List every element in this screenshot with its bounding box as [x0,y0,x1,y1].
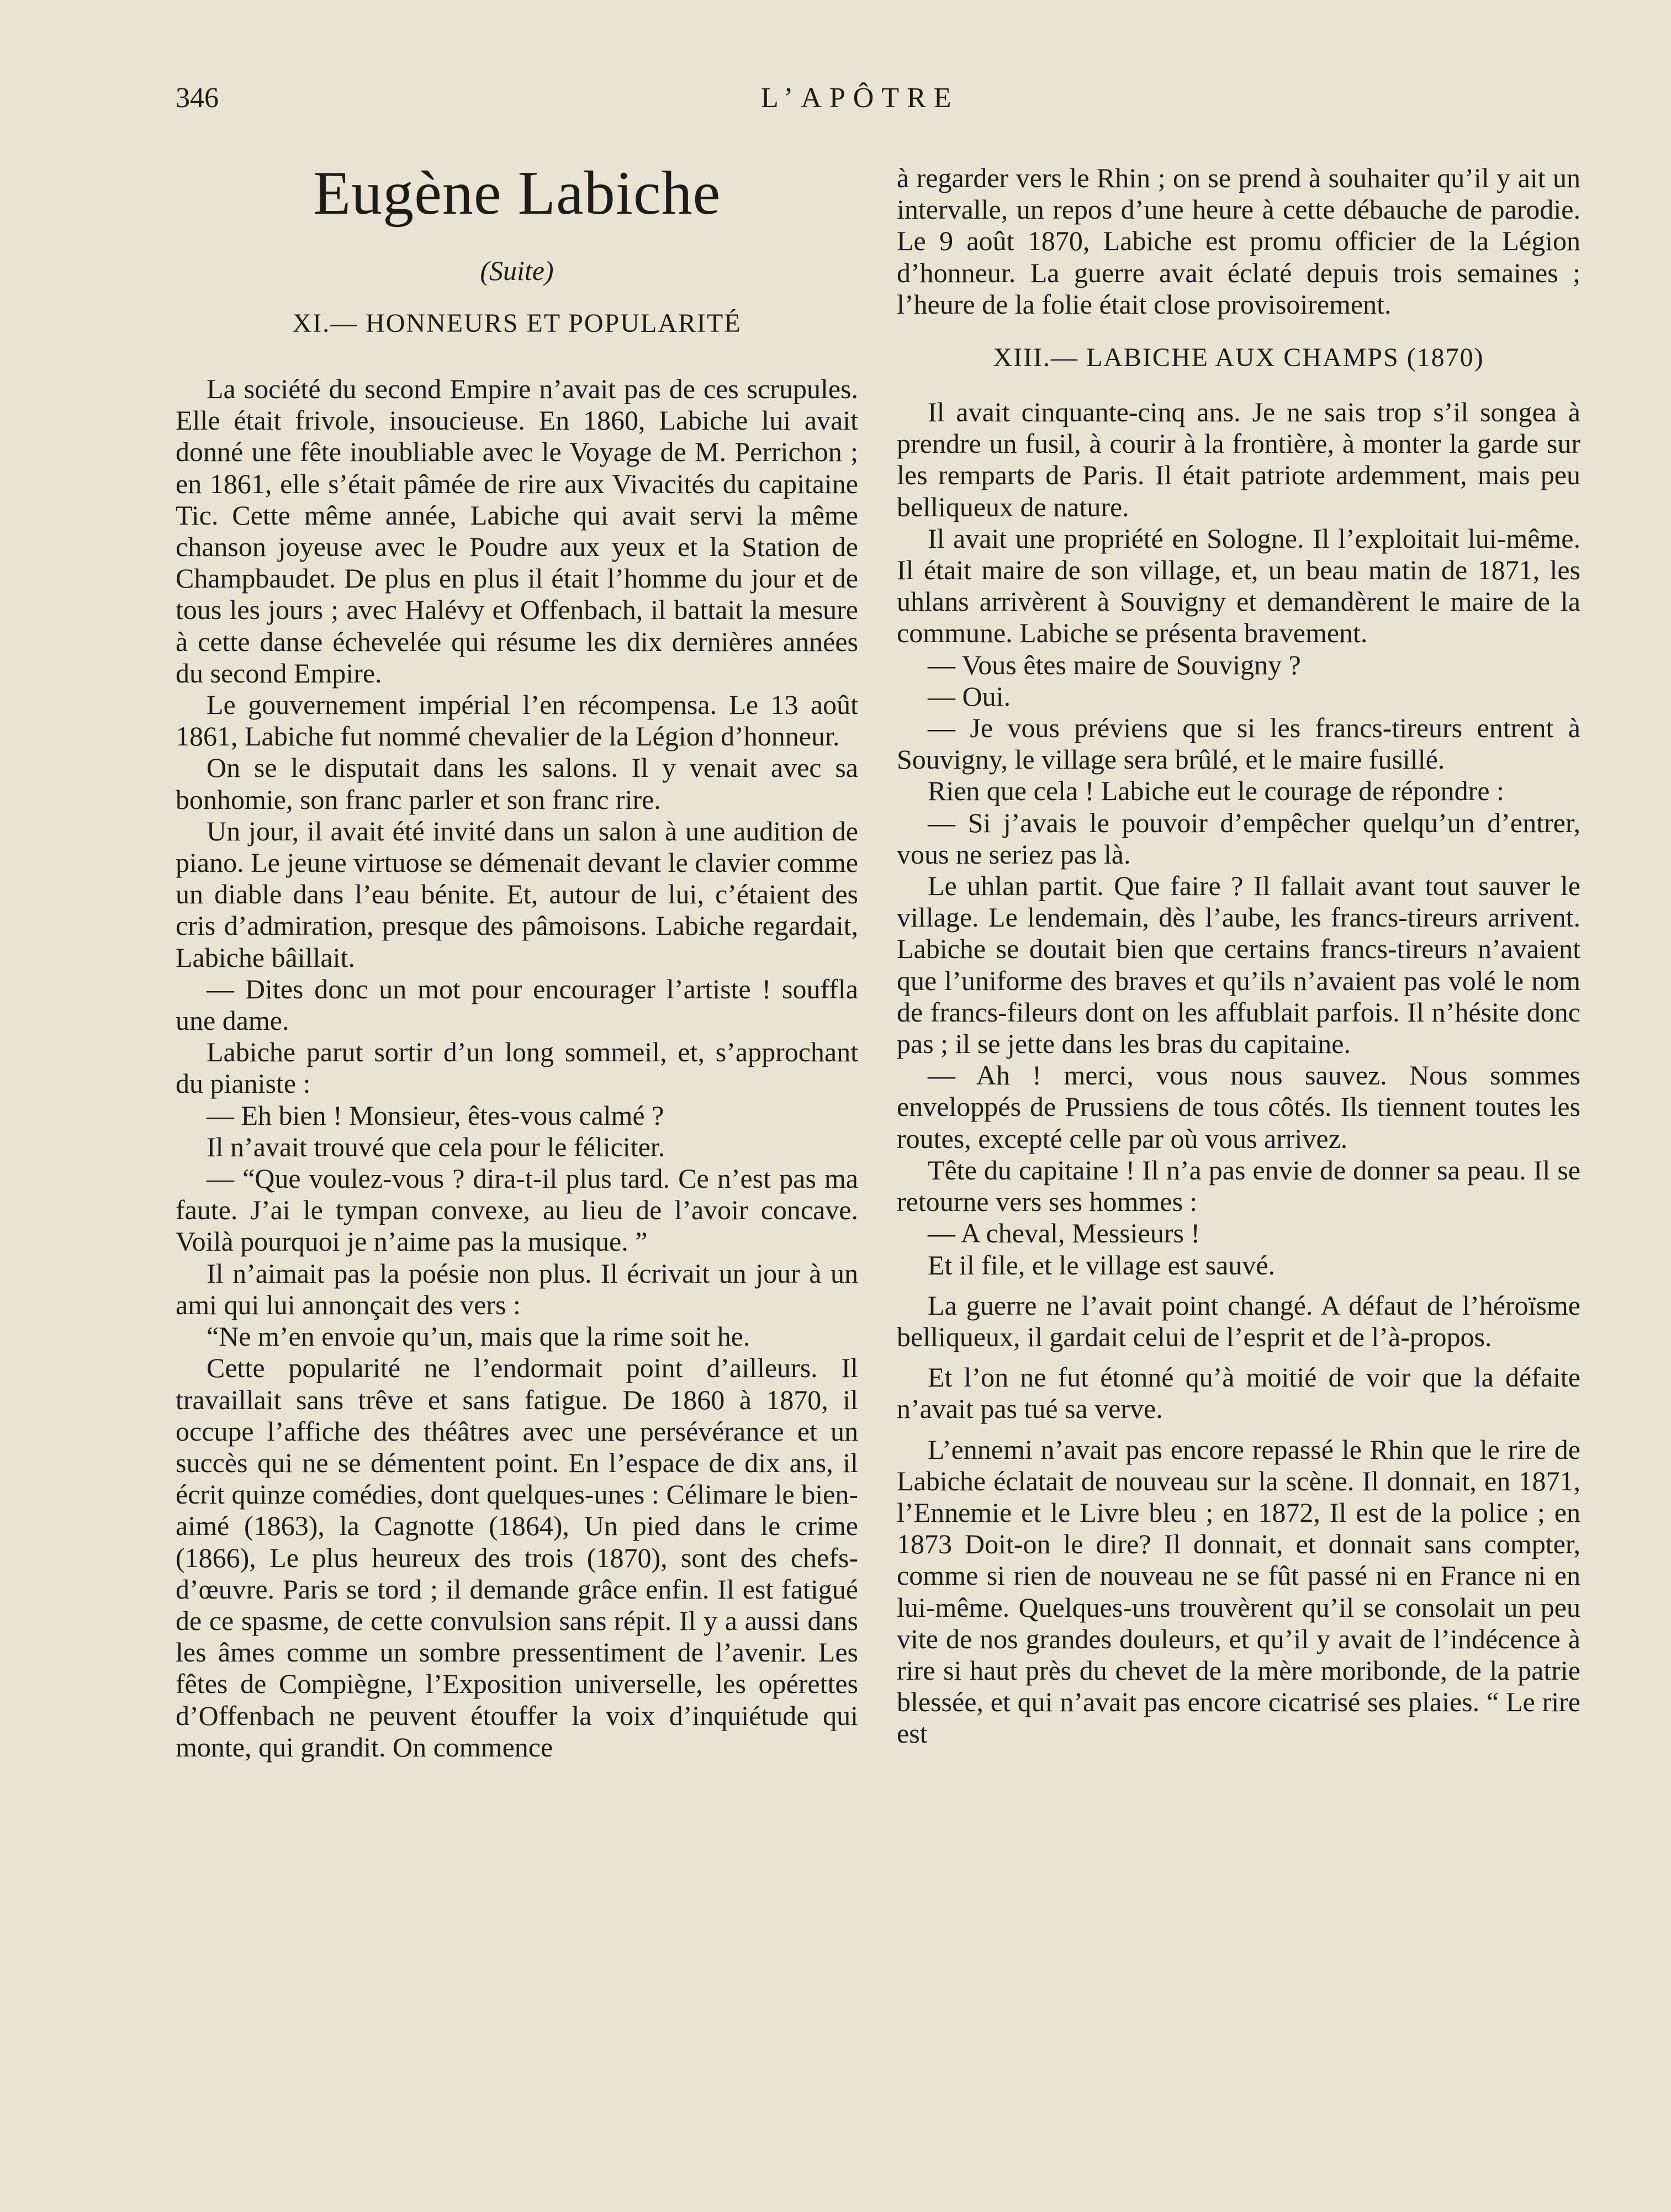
paragraph: Tête du capitaine ! Il n’a pas envie de donner sa peau. Il se retourne vers ses hommes : [897,1154,1580,1218]
paragraph: Le gouvernement impérial l’en récompensa. Le 13 août 1861, Labiche fut nommé chevalier de la Légion d’honneur. [176,689,858,752]
paragraph: Labiche parut sortir d’un long sommeil, et, s’approchant du pianiste : [176,1036,858,1099]
paragraph: Cette popularité ne l’endormait point d’ailleurs. Il travaillait sans trêve et sans fatigue. De 1860 à 1870, il occupe l’affiche des théâtres avec une persévérance et un succès qui ne se démentent point. En l’espace de dix ans, il écrit quinze comédies, dont quelques-unes : Célimare le bien-aimé (1863), la Cagnotte (1864), Un pied dans le crime (1866), Le plus heureux des trois (1870), sont des chefs-d’œuvre. Paris se tord ; il demande grâce enfin. Il est fatigué de ce spasme, de cette convulsion sans répit. Il y a aussi dans les âmes comme un sombre pressentiment de l’avenir. Les fêtes de Compiègne, l’Exposition universelle, les opérettes d’Offenbach ne peuvent étouffer la voix d’inquiétude qui monte, qui grandit. On commence [176,1352,858,1763]
right-column [897,162,1580,1750]
article-subtitle: (Suite) [480,255,554,286]
paragraph: — Eh bien ! Monsieur, êtes-vous calmé ? [207,1099,664,1131]
paragraph: à regarder vers le Rhin ; on se prend à souhaiter qu’il y ait un intervalle, un repos d’une heure à cette débauche de parodie. Le 9 août 1870, Labiche est promu officier de la Légion d’honneur. La guerre avait éclaté depuis trois semaines ; l’heure de la folie était close provisoirement. [897,162,1580,320]
paragraph: Et l’on ne fut étonné qu’à moitié de voir que la défaite n’avait pas tué sa verve. [897,1362,1580,1425]
paragraph: Il n’aimait pas la poésie non plus. Il écrivait un jour à un ami qui lui annonçait des vers : [176,1257,858,1320]
paragraph: “Ne m’en envoie qu’un, mais que la rime soit he. [207,1321,750,1352]
paragraph: — Si j’avais le pouvoir d’empêcher quelqu’un d’entrer, vous ne seriez pas là. [897,807,1580,870]
left-column [176,149,858,1763]
paragraph: Rien que cela ! Labiche eut le courage de répondre : [928,775,1504,807]
section-heading-xiii: XIII.— LABICHE AUX CHAMPS (1870) [993,343,1484,373]
paragraph: — Dites donc un mot pour encourager l’artiste ! souffla une dame. [176,973,858,1036]
paragraph: — “Que voulez-vous ? dira-t-il plus tard. Ce n’est pas ma faute. J’ai le tympan convexe, au lieu de l’avoir concave. Voilà pourquoi je n’aime pas la musique. ” [176,1163,858,1257]
paragraph: — Je vous préviens que si les francs-tireurs entrent à Souvigny, le village sera brûlé, et le maire fusillé. [897,712,1580,775]
paragraph: Il n’avait trouvé que cela pour le féliciter. [207,1131,665,1162]
paragraph: La société du second Empire n’avait pas de ces scrupules. Elle était frivole, insoucieuse. En 1860, Labiche lui avait donné une fête inoubliable avec le Voyage de M. Perrichon ; en 1861, elle s’était pâmée de rire aux Vivacités du capitaine Tic. Cette même année, Labiche qui avait servi la même chanson joyeuse avec le Poudre aux yeux et la Station de Champbaudet. De plus en plus il était l’homme du jour et de tous les jours ; avec Halévy et Offenbach, il battait la mesure à cette danse échevelée qui résume les dix dernières années du second Empire. [176,373,858,689]
page-number: 346 [176,82,219,114]
paragraph: — Ah ! merci, vous nous sauvez. Nous sommes enveloppés de Prussiens de tous côtés. Ils tiennent toutes les routes, excepté celle par où vous arrivez. [897,1060,1580,1154]
paragraph: — A cheval, Messieurs ! [928,1218,1200,1249]
paragraph: Le uhlan partit. Que faire ? Il fallait avant tout sauver le village. Le lendemain, dès l’aube, les francs-tireurs arrivent. Labiche se doutait bien que certains francs-tireurs n’avaient que l’uniforme des braves et qu’ils n’avaient pas volé le nom de francs-fileurs dont on les affublait parfois. Il n’hésite donc pas ; il se jette dans les bras du capitaine. [897,870,1580,1060]
paragraph: — Oui. [928,680,1011,712]
paragraph: Il avait une propriété en Sologne. Il l’exploitait lui-même. Il était maire de son village, et, un beau matin de 1871, les uhlans arrivèrent à Souvigny et demandèrent le maire de la commune. Labiche se présenta bravement. [897,522,1580,649]
paragraph: On se le disputait dans les salons. Il y venait avec sa bonhomie, son franc parler et son franc rire. [176,752,858,815]
paragraph: L’ennemi n’avait pas encore repassé le Rhin que le rire de Labiche éclatait de nouveau sur la scène. Il donnait, en 1871, l’Ennemie et le Livre bleu ; en 1872, Il est de la police ; en 1873 Doit-on le dire? Il donnait, et donnait sans compter, comme si rien de nouveau ne se fût passé ni en France ni en lui-même. Quelques-uns trouvèrent qu’il se consolait un peu vite de nos grandes douleurs, et qu’il y avait de l’indécence à rire si haut près du chevet de la mère moribonde, de la patrie blessée, et qui n’avait pas encore cicatrisé ses plaies. “ Le rire est [897,1433,1580,1749]
section-heading-xi: XI.— HONNEURS ET POPULARITÉ [292,309,742,338]
paragraph: — Vous êtes maire de Souvigny ? [928,649,1301,680]
paragraph: Et il file, et le village est sauvé. [928,1249,1275,1280]
paragraph: Il avait cinquante-cinq ans. Je ne sais trop s’il songea à prendre un fusil, à courir à la frontière, à monter la garde sur les remparts de Paris. Il était patriote ardemment, mais peu belliqueux de nature. [897,396,1580,522]
paragraph: Un jour, il avait été invité dans un salon à une audition de piano. Le jeune virtuose se démenait devant le clavier comme un diable dans l’eau bénite. Et, autour de lui, c’étaient des cris d’admiration, presque des pâmoisons. Labiche regardait, Labiche bâillait. [176,815,858,973]
article-title: Eugène Labiche [313,159,721,227]
paragraph: La guerre ne l’avait point changé. A défaut de l’héroïsme belliqueux, il gardait celui de l’esprit et de l’à-propos. [897,1289,1580,1352]
running-title: L’APÔTRE [761,82,959,114]
